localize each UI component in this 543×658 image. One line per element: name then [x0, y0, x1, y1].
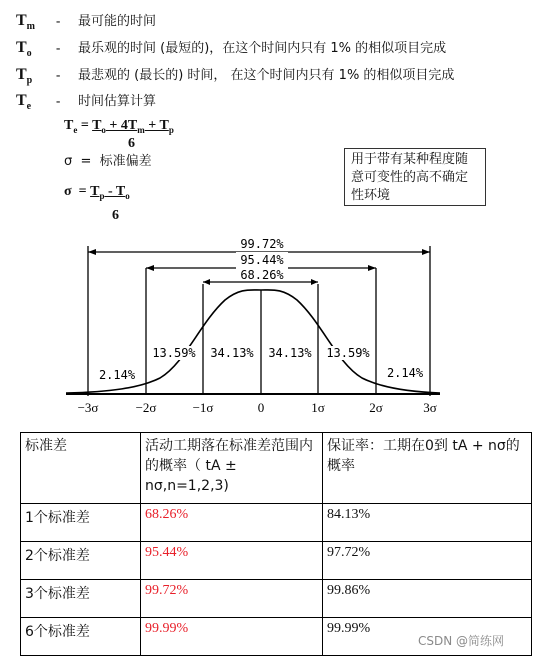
cell-probability: 99.99%: [141, 618, 323, 656]
cell-sd: 2个标准差: [21, 542, 141, 580]
normal-distribution-diagram: [0, 228, 543, 418]
definition-text: 最乐观的时间 (最短的)，在这个时间内只有 1% 的相似项目完成: [78, 41, 447, 56]
header-sd: 标准差: [21, 433, 141, 504]
definition-text: 最可能的时间: [78, 14, 157, 29]
cell-probability: 68.26%: [141, 504, 323, 542]
sigma-denominator: 6: [112, 208, 119, 223]
symbol-tm: $T_m$: [16, 12, 36, 33]
table-row: [21, 580, 532, 618]
definition-text: 时间估算计算: [78, 94, 157, 109]
sigma-definition: σ = 标准偏差: [64, 154, 152, 169]
segment-label: 2.14%: [98, 368, 136, 382]
span-95-label: 95.44%: [240, 253, 284, 267]
note-line: 性环境: [351, 188, 391, 203]
table-row: [21, 504, 532, 542]
cell-guarantee: 97.72%: [323, 542, 532, 580]
segment-label: 13.59%: [326, 346, 370, 360]
cell-guarantee: 84.13%: [323, 504, 532, 542]
cell-probability: 95.44%: [141, 542, 323, 580]
axis-label: −2σ: [135, 400, 157, 415]
definition-to: $T_o$ - 最乐观的时间 (最短的)，在这个时间内只有 1% 的相似项目完成: [16, 39, 447, 60]
probability-table: [20, 432, 532, 656]
table-row: [21, 542, 532, 580]
cell-sd: 3个标准差: [21, 580, 141, 618]
watermark: CSDN @简练网: [418, 634, 505, 648]
note-box: [344, 148, 486, 206]
symbol-tp: $T_p$: [16, 66, 33, 87]
header-probability: 活动工期落在标准差范围内的概率（ tA ± nσ,n=1,2,3): [141, 433, 323, 504]
sigma-formula: $\sigma = T_p - T_o$: [64, 184, 130, 201]
segment-label: 34.13%: [268, 346, 312, 360]
definition-tm: $T_m$ - 最可能的时间: [16, 12, 157, 33]
definition-text: 最悲观的 (最长的) 时间， 在这个时间内只有 1% 的相似项目完成: [78, 68, 455, 83]
note-line: 用于带有某种程度随: [351, 152, 469, 167]
span-68-label: 68.26%: [240, 268, 284, 282]
note-line: 意可变性的高不确定: [351, 170, 469, 185]
axis-label: 0: [257, 400, 265, 415]
segment-label: 34.13%: [210, 346, 254, 360]
cell-guarantee: 99.99%: [323, 618, 532, 656]
axis-label: 1σ: [311, 400, 325, 415]
cell-guarantee: 99.86%: [323, 580, 532, 618]
axis-label: 2σ: [369, 400, 383, 415]
definition-tp: $T_p$ - 最悲观的 (最长的) 时间， 在这个时间内只有 1% 的相似项目完成: [16, 66, 455, 87]
span-99-label: 99.72%: [240, 237, 284, 251]
table-header-row: [21, 433, 532, 504]
definition-te: $T_e$ - 时间估算计算: [16, 92, 157, 113]
te-formula: $T_e = T_o + 4T_m + T_p$: [64, 118, 174, 135]
symbol-to: $T_o$: [16, 39, 32, 60]
axis-label: 3σ: [423, 400, 437, 415]
cell-sd: 6个标准差: [21, 618, 141, 656]
axis-label: −3σ: [77, 400, 99, 415]
segment-label: 2.14%: [386, 366, 424, 380]
cell-probability: 99.72%: [141, 580, 323, 618]
symbol-te: $T_e$: [16, 92, 32, 113]
cell-sd: 1个标准差: [21, 504, 141, 542]
axis-label: −1σ: [192, 400, 214, 415]
segment-label: 13.59%: [152, 346, 196, 360]
header-guarantee: 保证率：工期在0到 tA + nσ的概率: [323, 433, 532, 504]
te-denominator: 6: [128, 136, 135, 151]
